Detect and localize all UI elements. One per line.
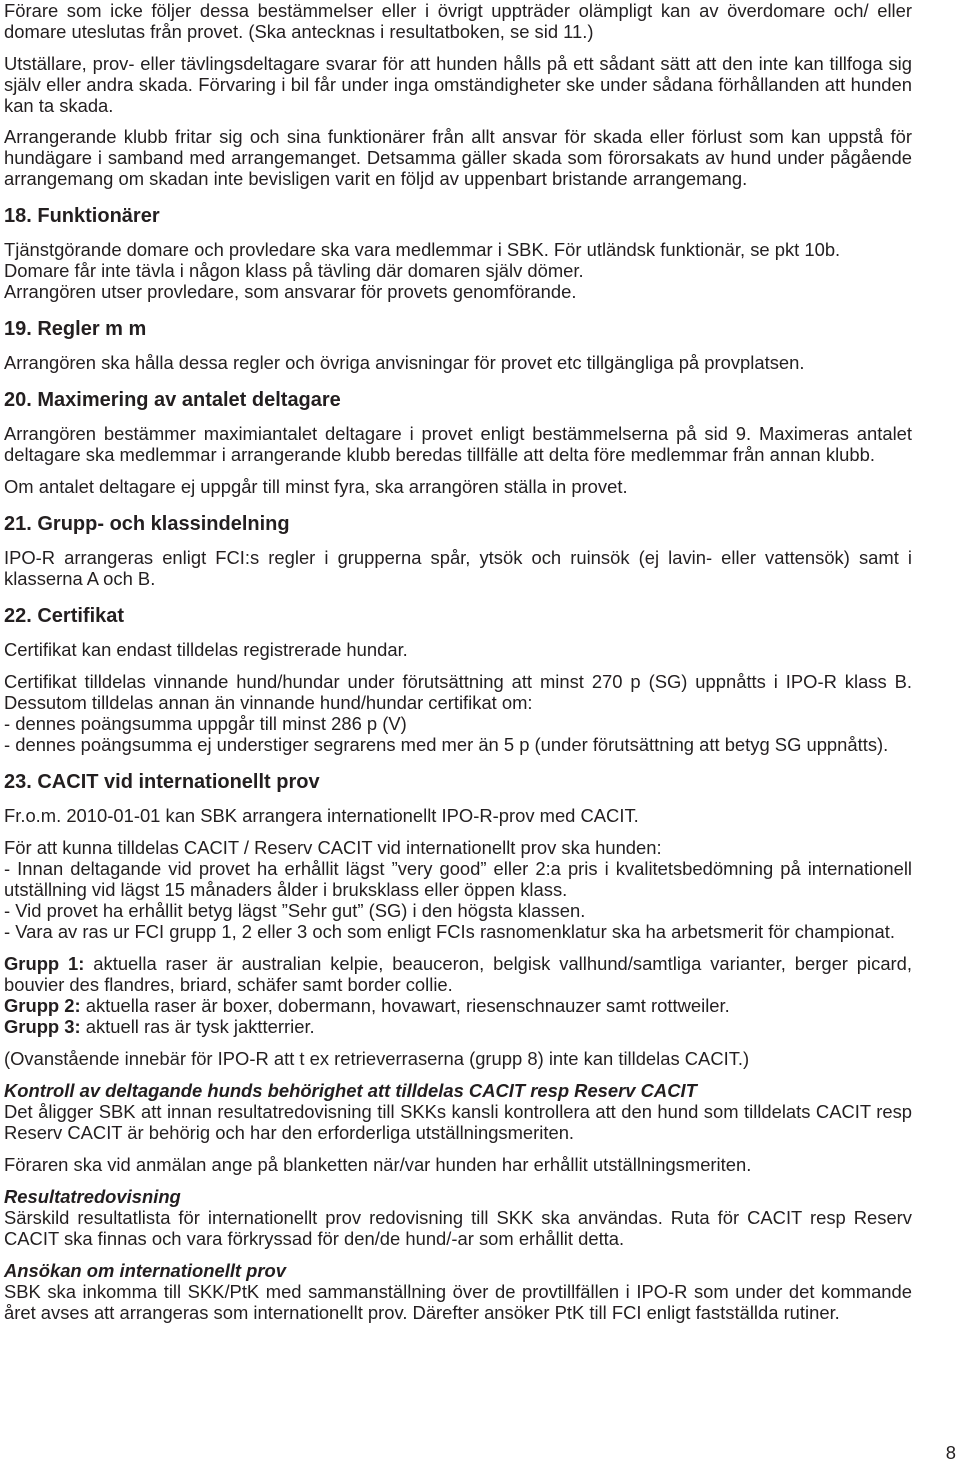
ansokan-text: SBK ska inkomma till SKK/PtK med sammanställning över de provtillfällen i IPO-R som under det kommande året avses att arrangeras som internationellt prov. Därefter ansöker PtK till FCI enligt fastställda rutiner. bbox=[4, 1281, 912, 1323]
section-22-text: Certifikat tilldelas vinnande hund/hundar under förutsättning att minst 270 p (SG) uppnåtts i IPO-R klass B. Dessutom tilldelas annan än vinnande hund/hundar certifikat om: bbox=[4, 671, 912, 713]
resultat-section bbox=[4, 1186, 912, 1249]
kontroll-paragraph-2: Föraren ska vid anmälan ange på blanketten när/var hunden har erhållit utställningsmeriten. bbox=[4, 1154, 752, 1175]
section-20-paragraph-2: Om antalet deltagare ej uppgår till minst fyra, ska arrangören ställa in provet. bbox=[4, 476, 628, 497]
ansokan-heading: Ansökan om internationellt prov bbox=[4, 1260, 287, 1281]
section-21-paragraph: IPO-R arrangeras enligt FCI:s regler i grupperna spår, ytsök och ruinsök (ej lavin- eller vattensök) samt i klasserna A och B. bbox=[4, 547, 912, 589]
section-23-paragraph-2 bbox=[4, 837, 912, 942]
section-22 bbox=[4, 600, 912, 755]
section-19-paragraph: Arrangören ska hålla dessa regler och övriga anvisningar för provet etc tillgängliga på provplatsen. bbox=[4, 352, 805, 373]
group-2-entry bbox=[4, 995, 912, 1016]
document-page bbox=[4, 0, 912, 1334]
group-2-label: Grupp 2: bbox=[4, 995, 81, 1016]
section-21-heading: 21. Grupp- och klassindelning bbox=[4, 513, 290, 535]
group-3-entry bbox=[4, 1016, 912, 1037]
section-23-note: (Ovanstående innebär för IPO-R att t ex retrieverraserna (grupp 8) inte kan tilldelas CACIT.) bbox=[4, 1048, 750, 1069]
resultat-paragraph bbox=[4, 1186, 912, 1249]
resultat-heading: Resultatredovisning bbox=[4, 1186, 181, 1207]
section-22-paragraph-1: Certifikat kan endast tilldelas registrerade hundar. bbox=[4, 639, 408, 660]
intro-paragraph-3: Arrangerande klubb fritar sig och sina funktionärer från allt ansvar för skada eller förlust som kan uppstå för hundägare i samband med arrangemanget. Detsamma gäller skada som förorsakats av hund under pågående arrangemang om skadan inte bevisligen varit en följd av uppenbart bristande arrangemang. bbox=[4, 126, 912, 189]
section-18-line: Domare får inte tävla i någon klass på tävling där domaren själv dömer. bbox=[4, 260, 584, 281]
section-23-paragraph-1: Fr.o.m. 2010-01-01 kan SBK arrangera internationellt IPO-R-prov med CACIT. bbox=[4, 805, 639, 826]
section-18-heading: 18. Funktionärer bbox=[4, 205, 160, 227]
kontroll-section bbox=[4, 1080, 912, 1175]
section-23-heading: 23. CACIT vid internationellt prov bbox=[4, 771, 320, 793]
group-1-entry bbox=[4, 953, 912, 995]
section-22-bullet: - dennes poängsumma ej understiger segrarens med mer än 5 p (under förutsättning att betyg SG uppnåtts). bbox=[4, 734, 889, 755]
section-23-bullet: - Innan deltagande vid provet ha erhållit lägst ”very good” eller 2:a pris i kvalitetsbedömning på internationell utställning vid lägst 15 månaders ålder i bruksklass eller öppen klass. bbox=[4, 858, 912, 900]
section-23-groups bbox=[4, 953, 912, 1037]
section-23-bullet: - Vid provet ha erhållit betyg lägst ”Sehr gut” (SG) i den högsta klassen. bbox=[4, 900, 586, 921]
section-18 bbox=[4, 200, 912, 302]
section-18-line: Tjänstgörande domare och provledare ska vara medlemmar i SBK. För utländsk funktionär, se pkt 10b. bbox=[4, 239, 841, 260]
kontroll-paragraph-1 bbox=[4, 1080, 912, 1143]
group-1-label: Grupp 1: bbox=[4, 953, 85, 974]
section-19 bbox=[4, 313, 912, 373]
ansokan-section bbox=[4, 1260, 912, 1323]
section-23 bbox=[4, 766, 912, 1069]
section-19-heading: 19. Regler m m bbox=[4, 318, 147, 340]
group-3-text: aktuell ras är tysk jaktterrier. bbox=[80, 1016, 315, 1037]
section-23-bullet: - Vara av ras ur FCI grupp 1, 2 eller 3 och som enligt FCIs rasnomenklatur ska ha arbetsmerit för championat. bbox=[4, 921, 895, 942]
section-20-heading: 20. Maximering av antalet deltagare bbox=[4, 389, 341, 411]
group-3-label: Grupp 3: bbox=[4, 1016, 81, 1037]
intro-paragraph-1: Förare som icke följer dessa bestämmelser eller i övrigt uppträder olämpligt kan av överdomare och/ eller domare uteslutas från provet. (Ska antecknas i resultatboken, se sid 11.) bbox=[4, 0, 912, 42]
intro-paragraph-2: Utställare, prov- eller tävlingsdeltagare svarar för att hunden hålls på ett sådant sätt att den inte kan tillfoga sig själv eller andra skada. Förvaring i bil får under inga omständigheter ske under sådana förhållanden att hunden kan ta skada. bbox=[4, 53, 912, 116]
resultat-text: Särskild resultatlista för internationellt prov redovisning till SKK ska användas. Ruta för CACIT resp Reserv CACIT ska finnas och vara förkryssad för den/de hund/-ar som erhållit detta. bbox=[4, 1207, 912, 1249]
ansokan-paragraph bbox=[4, 1260, 912, 1323]
section-21 bbox=[4, 508, 912, 589]
kontroll-text: Det åligger SBK att innan resultatredovisning till SKKs kansli kontrollera att den hund som tilldelats CACIT resp Reserv CACIT är behörig och har den erforderliga utställningsmeriten. bbox=[4, 1101, 912, 1143]
section-23-text: För att kunna tilldelas CACIT / Reserv CACIT vid internationellt prov ska hunden: bbox=[4, 837, 662, 858]
page-number: 8 bbox=[945, 1442, 956, 1463]
section-18-line: Arrangören utser provledare, som ansvarar för provets genomförande. bbox=[4, 281, 577, 302]
section-18-body bbox=[4, 239, 912, 302]
section-20 bbox=[4, 384, 912, 497]
section-22-heading: 22. Certifikat bbox=[4, 605, 125, 627]
section-22-bullet: - dennes poängsumma uppgår till minst 286 p (V) bbox=[4, 713, 407, 734]
kontroll-heading: Kontroll av deltagande hunds behörighet att tilldelas CACIT resp Reserv CACIT bbox=[4, 1080, 697, 1101]
section-20-paragraph-1: Arrangören bestämmer maximiantalet deltagare i provet enligt bestämmelserna på sid 9. Maximeras antalet deltagare ska medlemmar i arrangerande klubb beredas tillfälle att delta före medlemmar från annan klubb. bbox=[4, 423, 912, 465]
group-2-text: aktuella raser är boxer, dobermann, hovawart, riesenschnauzer samt rottweiler. bbox=[80, 995, 730, 1016]
section-22-paragraph-2 bbox=[4, 671, 912, 755]
group-1-text: aktuella raser är australian kelpie, beauceron, belgisk vallhund/samtliga varianter, berger picard, bouvier des flandres, briard, schäfer samt border collie. bbox=[4, 953, 913, 995]
